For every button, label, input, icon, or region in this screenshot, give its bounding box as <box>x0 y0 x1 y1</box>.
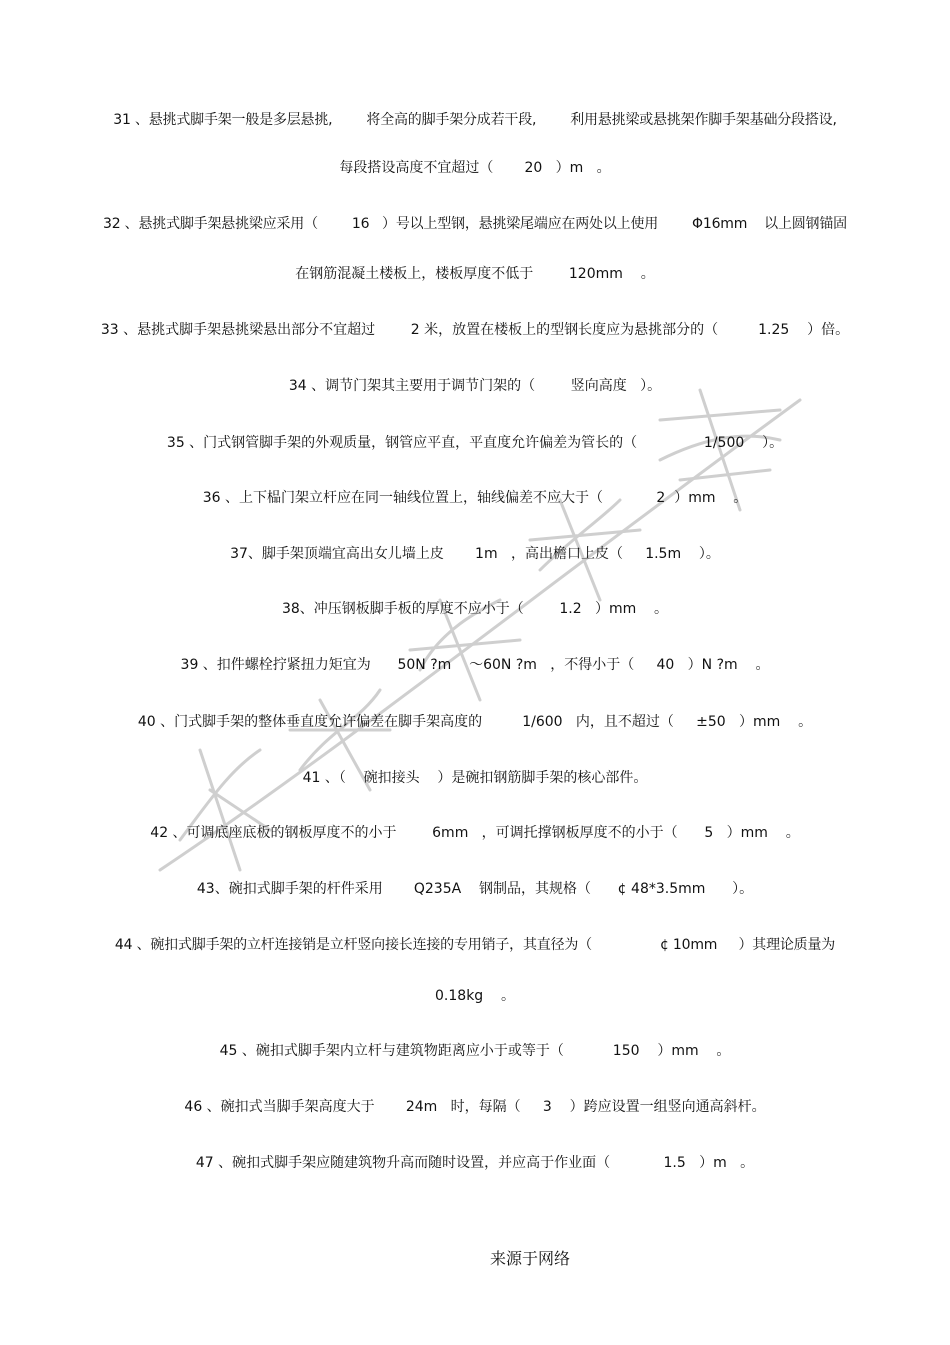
q34-line1: 34 、调节门架其主要用于调节门架的（ 竖向高度 ）。 <box>288 378 662 394</box>
q42-line1: 42 、可调底座底板的钢板厚度不的小于 6mm ，可调托撑钢板厚度不的小于（ 5 ）mm 。 <box>150 825 800 841</box>
q44-line2: 0.18kg 。 <box>435 988 515 1004</box>
q32-line1: 32 、悬挑式脚手架悬挑梁应采用（ 16 ）号以上型钢，悬挑梁尾端应在两处以上使用 Φ16mm 以上圆钢锚固 <box>103 216 847 232</box>
q39-line1: 39 、扣件螺栓拧紧扭力矩宜为 50N ?m ～60N ?m ，不得小于（ 40 ）N ?m 。 <box>180 657 770 673</box>
q32-line2: 在钢筋混凝土楼板上，楼板厚度不低于 120mm 。 <box>295 266 655 282</box>
q36-line1: 36 、上下榀门架立杆应在同一轴线位置上，轴线偏差不应大于（ 2 ）mm 。 <box>202 490 748 506</box>
q45-line1: 45 、碗扣式脚手架内立杆与建筑物距离应小于或等于（ 150 ）mm 。 <box>219 1043 731 1059</box>
q44-line1: 44 、碗扣式脚手架的立杆连接销是立杆竖向接长连接的专用销子，其直径为（ ¢ 10mm ）其理论质量为 <box>114 937 836 953</box>
q47-line1: 47 、碗扣式脚手架应随建筑物升高而随时设置，并应高于作业面（ 1.5 ）m 。 <box>195 1155 755 1171</box>
source-footer: 来源于网络 <box>490 1249 571 1268</box>
q38-line1: 38、冲压钢板脚手板的厚度不应小于（ 1.2 ）mm 。 <box>281 601 669 617</box>
q40-line1: 40 、门式脚手架的整体垂直度允许偏差在脚手架高度的 1/600 内，且不超过（ ±50 ）mm 。 <box>137 714 813 730</box>
q46-line1: 46 、碗扣式当脚手架高度大于 24m 时，每隔（ 3 ）跨应设置一组竖向通高斜杆。 <box>184 1099 766 1115</box>
q31-line2: 每段搭设高度不宜超过（ 20 ）m 。 <box>339 160 611 176</box>
q43-line1: 43、碗扣式脚手架的杆件采用 Q235A 钢制品，其规格（ ¢ 48*3.5mm ）。 <box>196 881 754 897</box>
q35-line1: 35 、门式钢管脚手架的外观质量，钢管应平直，平直度允许偏差为管长的（ 1/500 ）。 <box>166 435 784 451</box>
q37-line1: 37、脚手架顶端宜高出女儿墙上皮 1m ，高出檐口上皮（ 1.5m ）。 <box>230 546 720 562</box>
q33-line1: 33 、悬挑式脚手架悬挑梁悬出部分不宜超过 2 米，放置在楼板上的型钢长度应为悬挑部分的（ 1.25 ）倍。 <box>100 322 850 338</box>
q41-line1: 41 、（ 碗扣接头 ）是碗扣钢筋脚手架的核心部件。 <box>302 770 648 786</box>
q31-line1: 31 、悬挑式脚手架一般是多层悬挑, 将全高的脚手架分成若干段, 利用悬挑梁或悬挑架作脚手架基础分段搭设, <box>113 112 837 128</box>
